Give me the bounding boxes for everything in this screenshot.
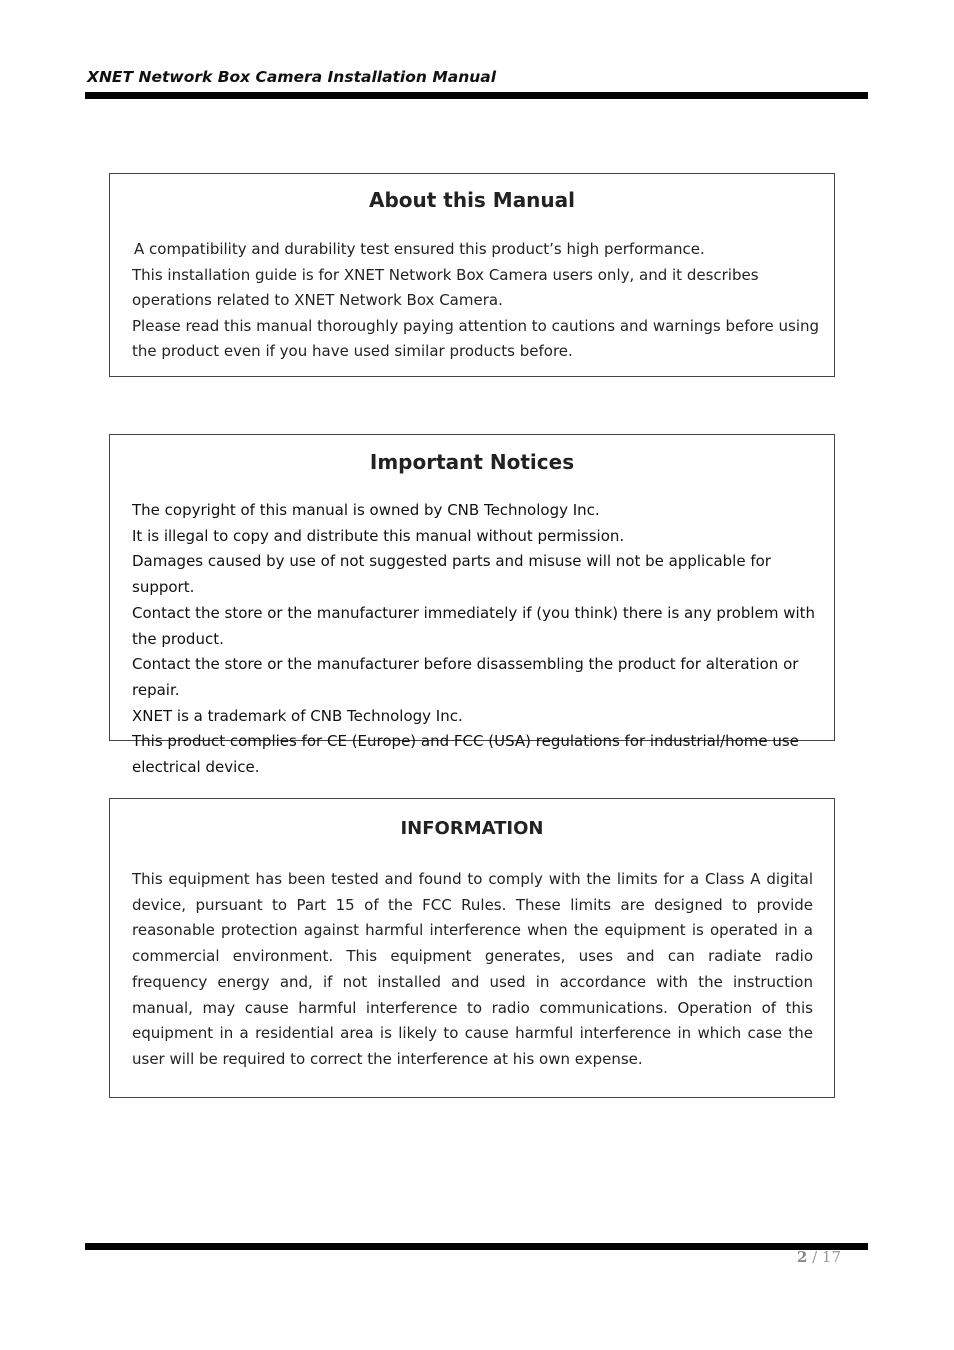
notices-heading: Important Notices — [369, 450, 575, 474]
page-separator: / — [807, 1248, 822, 1266]
about-line: A compatibility and durability test ensured this product’s high performance. — [134, 240, 705, 258]
about-manual-box — [109, 173, 835, 377]
notice-line: Contact the store or the manufacturer immediately if (you think) there is any problem with the product. — [132, 603, 816, 648]
notice-line: Damages caused by use of not suggested parts and misuse will not be applicable for support. — [132, 552, 771, 597]
notice-line: It is illegal to copy and distribute this manual without permission. — [132, 526, 625, 545]
information-heading: INFORMATION — [400, 818, 544, 839]
important-notices-box — [109, 434, 835, 777]
footer-rule — [85, 1243, 868, 1250]
notice-line: XNET is a trademark of CNB Technology Inc. — [132, 706, 463, 725]
about-body — [132, 237, 832, 365]
notice-line: This product complies for CE (Europe) and FCC (USA) regulations for industrial/home use electrical device. — [132, 732, 799, 777]
header-rule — [85, 92, 868, 99]
notices-body — [132, 498, 822, 781]
notice-line: The copyright of this manual is owned by CNB Technology Inc. — [132, 501, 600, 519]
information-body: This equipment has been tested and found to comply with the limits for a Class A digital device, pursuant to Part 15 of the FCC Rules. These limits are designed to provide reasonable protection against harmful interference when the equipment is operated in a commercial environment. This equipment generates, uses and can radiate radio frequency energy and, if not installed and used in accordance with the instruction manual, may cause harmful interference to radio communications. Operation of this equipment in a residential area is likely to cause harmful interference in which case the user will be required to correct the interference at his own expense. — [132, 870, 813, 1068]
information-box — [109, 798, 835, 1098]
about-heading: About this Manual — [368, 188, 576, 212]
header-title: XNET Network Box Camera Installation Manual — [87, 68, 497, 86]
current-page: 2 — [796, 1248, 808, 1266]
about-line: This installation guide is for XNET Network Box Camera users only, and it describes operations related to XNET Network Box Camera. — [132, 265, 759, 310]
about-line: Please read this manual thoroughly paying attention to cautions and warnings before using the product even if you have used similar products before. — [132, 316, 820, 361]
notice-line: Contact the store or the manufacturer before disassembling the product for alteration or repair. — [132, 655, 799, 699]
total-pages: 17 — [821, 1248, 841, 1266]
page-number — [797, 1248, 841, 1266]
